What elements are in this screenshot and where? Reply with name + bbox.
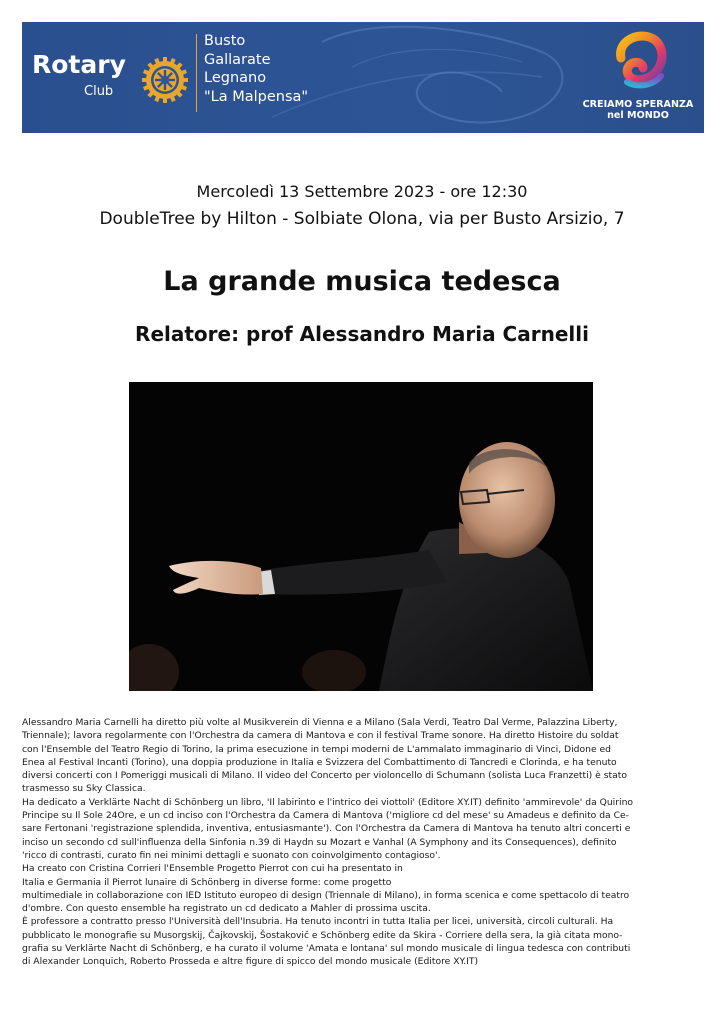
bio-line: Alessandro Maria Carnelli ha diretto più volte al Musikverein di Vienna e a Milano (Sala Verdi, Teatro Dal Verme, Palazzina Liberty, <box>22 717 618 728</box>
club-name <box>204 32 308 106</box>
bio-line: Principe su Il Sole 24Ore, e un cd inciso con l'Orchestra da Camera di Mantova ('migliore cd del mese' su Amadeus e definito da Ce- <box>22 810 629 822</box>
theme-text <box>574 99 702 121</box>
rotary-wheel-icon <box>140 55 190 105</box>
event-venue: DoubleTree by Hilton - Solbiate Olona, via per Busto Arsizio, 7 <box>99 209 625 229</box>
club-name-line-1: Busto <box>204 33 246 49</box>
event-title: La grande musica tedesca <box>163 266 561 297</box>
theme-text-line-2: nel MONDO <box>607 110 669 121</box>
bio-line: grafia su Verklärte Nacht di Schönberg, e ha curato il volume 'Amata e lontana' sul mondo musicale di lingua tedesca con contributi <box>22 943 631 955</box>
speaker-biography <box>22 716 706 969</box>
header-divider <box>196 34 197 112</box>
bio-line: multimediale in collaborazione con IED Istituto europeo di design (Triennale di Milano), in forma scenica e come spettacolo di teatro <box>22 889 630 901</box>
bio-line: di Alexander Lonquich, Roberto Prosseda e altre figure di spicco del mondo musicale (Editore XY.IT) <box>22 956 479 968</box>
event-speaker: Relatore: prof Alessandro Maria Carnelli <box>135 322 589 346</box>
bio-line: È professore a contratto presso l'Università dell'Insubria. Ha tenuto incontri in tutta Italia per licei, università, circoli culturali. Ha <box>22 916 614 928</box>
bio-line: Triennale); lavora regolarmente con l'Orchestra da camera di Mantova e con il festival Trame sonore. Ha diretto Histoire du soldat <box>22 730 619 742</box>
club-label: Club <box>84 84 114 99</box>
bio-line: Ha dedicato a Verklärte Nacht di Schönberg un libro, 'Il labirinto e l'intrico dei viottoli' (Editore XY.IT) definito 'ammirevole' da Quirino <box>22 796 634 808</box>
event-date-time: Mercoledì 13 Settembre 2023 - ore 12:30 <box>196 182 528 201</box>
club-name-line-3: Legnano <box>204 70 267 86</box>
club-name-line-4: "La Malpensa" <box>204 88 309 105</box>
conductor-photo <box>129 382 593 691</box>
bio-line: con l'Ensemble del Teatro Regio di Torino, la prima esecuzione in tempi moderni de L'ammalato immaginario di Vinci, Didone ed <box>22 743 612 755</box>
bio-line: Enea al Festival Incanti (Torino), una doppia produzione in Italia e Svizzera del Combattimento di Tancredi e Clorinda, e ha tenuto <box>22 756 617 768</box>
bio-line: d'ombre. Con questo ensemble ha registrato un cd dedicato a Mahler di prossima uscita. <box>22 903 431 915</box>
bio-line: 'ricco di contrasti, curato fin nei minimi dettagli e suonato con coinvolgimento contagioso'. <box>22 849 441 861</box>
theme-text-line-1: CREIAMO SPERANZA <box>582 99 694 110</box>
bio-line: Italia e Germania il Pierrot lunaire di Schönberg in diverse forme: come progetto <box>22 876 392 888</box>
conductor-illustration <box>129 382 593 691</box>
bio-line: diversi concerti con I Pomeriggi musicali di Milano. Il video del Concerto per violoncello di Schumann (solista Luca Franzetti) è stato <box>22 770 627 782</box>
bio-line: sare Fertonani 'registrazione splendida, inventiva, entusiasmante'). Con l'Orchestra da Camera di Mantova ha tenuto altri concerti e <box>22 823 631 835</box>
rotary-wordmark: Rotary <box>32 50 126 79</box>
bio-line: Ha creato con Cristina Corrieri l'Ensemble Progetto Pierrot con cui ha presentato in <box>22 863 403 875</box>
bio-line: inciso un secondo cd sull'influenza della Sinfonia n.39 di Haydn su Mozart e Vanhal (A Symphony and its Consequences), definito <box>22 836 617 848</box>
bio-line: trasmesso su Sky Classica. <box>22 783 146 795</box>
theme-swirl-icon <box>607 28 671 92</box>
club-name-line-2: Gallarate <box>204 51 271 68</box>
bio-line: pubblicato le monografie su Musorgskij, Čajkovskij, Šostakovič e Schönberg edite da Skira - Corriere della sera, la già citata mono- <box>22 929 623 941</box>
header-banner <box>22 22 704 133</box>
